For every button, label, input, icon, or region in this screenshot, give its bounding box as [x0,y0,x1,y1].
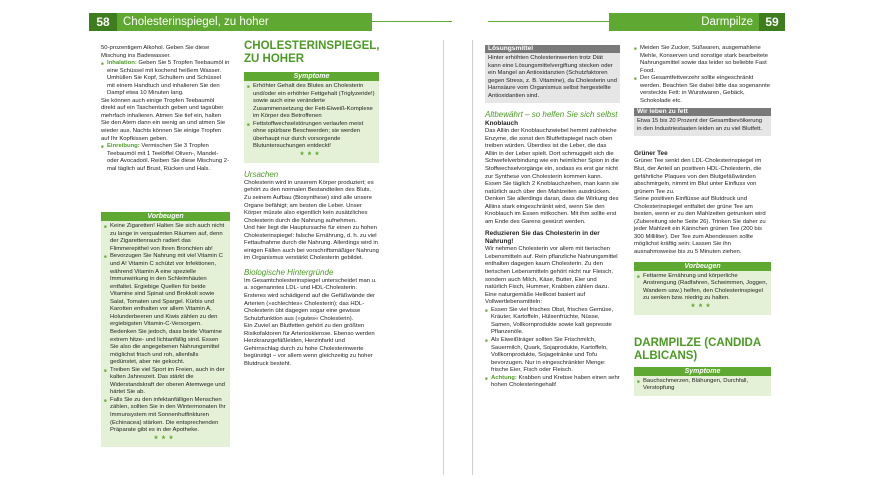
paragraph: Wir nehmen Cholesterin vor allem mit tierischen Lebensmitteln auf. Rein pflanzliche Nahrungsmittel enthalten dagegen kaum Cholesterin. Zu den tierischen Lebensmitteln gehört nicht nur Fleisch, sondern auch Milch, Käse, Butter, Eier und natürlich Fisch, Hummer, Krabben zählen dazu. Eine naturgemäße Heilkost basiert auf Vollwertlebensmitteln: [485,246,618,306]
heading-altbewaehrt: Altbewährt – so helfen Sie sich selbst [485,110,618,120]
paragraph: Und hier liegt die Hauptursache für einen zu hohen Cholesterinspiegel: falsche Ernährung, d. h. zu viel Fettaufnahme durch die Nahrung. Allerdings wird in einigen Fällen auch bei vorschriftsmäßiger Nahrung im Organismus verstärkt Cholesterin gebildet. [244,225,379,262]
paragraph: Im Gesamtcholesterinspiegel unterscheidet man u. a. sogenanntes LDL- und HDL-Cholesterin. Ersteres wird schädigend auf die Gefäßwände der Arterien (»schlechtes« Cholesterin); das HDL-Cholesterin übt dagegen sogar eine gewisse Schutzfunktion aus (»gutes« Cholesterin). [244,277,377,322]
box-title: Wir leben zu fett [634,108,771,116]
heading-reduzieren: Reduzieren Sie das Cholesterin in der Nahrung! [485,230,600,246]
box-title: Symptome [634,367,771,376]
list-item: ■ Erhöhter Gehalt des Blutes an Cholesterin und/oder ein erhöhter Fettgehalt (Triglyzeride!) sowie auch eine veränderte Zusammensetzung der Fett-Eiweiß-Komplexe im Körper des Betroffenen [247,83,376,121]
list-item: ■ Der Gesamtfettverzehr sollte eingeschränkt werden. Beachten Sie dabei bitte das sogenannte versteckte Fett: in Wurstwaren, Gebäck, Schokolade etc. [634,75,771,105]
box-title: Vorbeugen [101,212,230,221]
list-item: ■ Treiben Sie viel Sport im Freien, auch in der kalten Jahreszeit. Das stärkt die Widerstandskraft der oberen Atemwege und härtet Sie ab. [104,367,227,397]
right-header-rule [488,21,609,22]
box-title: Symptome [244,72,379,81]
list-item: ■ Meiden Sie Zucker, Süßwaren, ausgemahlene Mehle, Konserven und sonstige stark bearbeitete Nahrungsmittel sowie das leider so beliebte Fast Food. [634,45,771,75]
gutter-left [443,40,444,475]
prevention-box [101,212,230,446]
column-3 [485,45,620,390]
column-4 [634,45,771,396]
list-item: ■ Fettarme Ernährung und körperliche Anstrengung (Radfahren, Schwimmen, Joggen, Wandern usw.) helfen, den Cholesterinspiegel zu senken bzw. niedrig zu halten. [637,273,768,303]
list-item: ■ Essen Sie viel frisches Obst, frisches Gemüse, Kräuter, Kartoffeln, Hülsenfrüchte, Nüsse, Samen, Vollkornprodukte sowie kalt gepresste Pflanzenöle. [485,307,620,337]
paragraph: Das Alliin der Knoblauchzwiebel hemmt zahlreiche Enzyme, die sonst den Blutfettspiegel nach oben treiben würden. Überdies ist die Leber, die das Alliin in der Leber spielt. Dort schmuggelt sich die Schwefelverbindung wie ein heimlicher Spion in die Stoffwechselvorgänge ein, sodass es erst gar nicht zur Synthese von Cholesterin kommen kann. Essen Sie täglich 2 Knoblauchzehen, man kann sie natürlich auch über den Mahlzeiten ausdrücken. Denken Sie allerdings daran, dass die Wirkung des Alliins stark eingeschränkt wird, wenn Sie den Knoblauch im Essen mitkochen. Mit ihm sollte erst am Ende des Garens gewürzt werden. [485,128,619,225]
column-1 [101,45,230,447]
heading-ursachen: Ursachen [244,169,279,179]
stars-divider: *** [300,149,323,160]
list-item: ■ Bauchschmerzen, Blähungen, Durchfall, Verstopfung [637,378,768,393]
prevention-box-2 [634,262,771,315]
bullet-einreibung: ■ Einreibung: Vermischen Sie 3 Tropfen Teebaumöl mit 1 Teelöffel Oliven-, Mandel- oder Avocadoöl. Reiben Sie diese Mischung 2-mal täglich auf Brust, Rücken und Hals. [101,143,230,173]
heading-biologische-hintergruende: Biologische Hintergründe [244,267,334,277]
box-text: Etwa 15 bis 20 Prozent der Gesamtbevölkerung in den Industriestaaten leiden an zu viel Blutfett. [637,118,763,132]
list-item: ■ Falls Sie zu den infektanfälligen Menschen zählen, sollten Sie in den Wintermonaten Ihr Immunsystem mit Sonnenhutfinkturen (Echinacea) stärken. Die entsprechenden Präparate gibt es in der Apotheke. [104,397,227,435]
left-running-title: Cholesterinspiegel, zu hoher [123,16,269,28]
warning-item: ■ Achtung: Krabben und Krebse haben einen sehr hohen Cholesteringehalt! [485,375,620,390]
section-title: CHOLESTERINSPIEGEL, ZU HOHER [244,40,380,65]
list-item: ■ Bevorzugen Sie Nahrung mit viel Vitamin C und A! Vitamin C schützt vor Infektionen, während Vitamin A eine spezielle Immunwirkung in den Schleimhäuten entfaltet. Ergiebige Quellen für beide Vitamine sind Spinat und Brokkoli sowie Salat, Tomaten und Spargel. Kürbis und Karotten enthalten vor allem Vitamin A, Holunderbeeren und Kiwis zählen zu den ergiebigsten Vitamin-C-Versorgern. Bedenken Sie jedoch, dass beide Vitamine extrem hitze- und lichtanfällig sind. Essen Sie also die angegebenen Nahrungsmittel möglichst frisch und roh, allenfalls gedünstet, aber nie gekocht. [104,253,227,366]
list-item: ■ Als Eiweißträger sollten Sie Frischmilch, Sauermilch, Quark, Sojaprodukte, Kartoffeln, Vollkornprodukte, Sojagetränke und Tofu bevorzugen. Nur in eingeschränkter Menge: frische Eier, Fisch oder Fleisch. [485,337,620,375]
right-running-title: Darmpilze [701,16,753,28]
left-page-number: 58 [89,13,117,31]
box-title: Vorbeugen [634,262,771,271]
paragraph: 50-prozentigem Alkohol. Geben Sie diese Mischung ins Badewasser. [101,45,210,59]
list-item: ■ Fettstoffwechselstörungen verlaufen meist ohne spürbare Beschwerden; sie werden überhaupt nur durch vorsorgende Blutuntersuchungen entdeckt! [247,121,376,151]
stars-divider: *** [154,433,177,444]
left-header-rule [372,21,452,22]
list-item: ■ Keine Zigaretten! Halten Sie sich auch nicht zu lange in verqualmten Räumen auf, denn der Zigarettenrauch radiert das Flimmerepithel von Ihren Bronchien ab! [104,223,227,253]
paragraph: Cholesterin wird in unserem Körper produziert; es gehört zu den normalen Bestandteilen des Bluts. Zu seinem Aufbau (Biosynthese) sind alle unsere Organe befähigt; am besten die Leber. Unser Körper müsste also eigentlich kein zusätzliches Cholesterin durch die Nahrung aufnehmen. [244,179,374,224]
heading-knoblauch: Knoblauch [485,120,519,128]
box-text: Hinter erhöhten Cholesterinwerten trotz Diät kann eine Lösungsmittelvergiftung stecken oder ein Mangel an Antioxidanzien (Schutzfaktoren gegen Stress, z. B. Vitamine), da Cholesterin und Harnsäure vom Organismus selbst hergestellte Antioxidantien sind. [488,55,617,99]
section-title-darmpilze: DARMPILZE (CANDIDA ALBICANS) [634,336,761,362]
left-page-header [89,13,372,31]
heading-gruener-tee: Grüner Tee [634,150,668,158]
solvents-box [485,45,620,103]
paragraph: Seine positiven Einflüsse auf Blutdruck und Cholesterinspiegel entfaltet der grüne Tee am besten, wenn er zu den Mahlzeiten getrunken wird (Zubereitung siehe Seite 26). Trinken Sie daher zu jeder Mahlzeit ein Kännchen grünen Tee (200 bis 300 Milliliter). Der Tee zum Abendessen sollte möglichst kräftig sein: Lassen Sie ihn ausnahmsweise bis zu 5 Minuten ziehen. [634,196,766,256]
symptoms-box-2 [634,367,771,396]
column-2 [244,40,379,369]
symptoms-box [244,72,379,163]
paragraph: Grüner Tee senkt den LDL-Cholesterinspiegel im Blut, der Anteil an positiven HDL-Cholesterin, die gefährliche Plaques von den Blutgefäßwänden abschmirgeln, nimmt im Blut unter Einfluss von grünem Tee zu. [634,158,762,195]
gutter-right [472,40,473,475]
paragraph: Ein Zuviel an Blutfetten gehört zu den größten Risikofaktoren für Arteriosklerose. Ebenso werden Herzkranzgefäßleiden, Herzinfarkt und Gehirnschlag durch zu hohe Cholesterinwerte begünstigt – vor allem wenn gleichzeitig zu hoher Blutdruck besteht. [244,323,375,367]
paragraph: Sie können auch einige Tropfen Teebaumöl direkt auf ein Taschentuch geben und tagsüber mehrfach inhalieren. Atmen Sie tief ein, halten Sie den Atem dann ein wenig an und atmen Sie wieder aus. Nachts können Sie einige Tropfen auf Ihr Kopfkissen geben. [101,97,226,142]
fat-info-box [634,108,771,136]
right-page-header [609,13,785,31]
bullet-inhalation: ■ Inhalation: Geben Sie 5 Tropfen Teebaumöl in eine Schüssel mit kochend heißem Wasser. Umhüllen Sie Kopf, Schultern und Schüssel mit einem Handtuch und inhalieren Sie den Dampf etwa 10 Minuten lang. [101,60,230,98]
stars-divider: *** [691,301,714,312]
right-page-number: 59 [759,13,785,31]
box-title: Lösungsmittel [485,45,620,53]
